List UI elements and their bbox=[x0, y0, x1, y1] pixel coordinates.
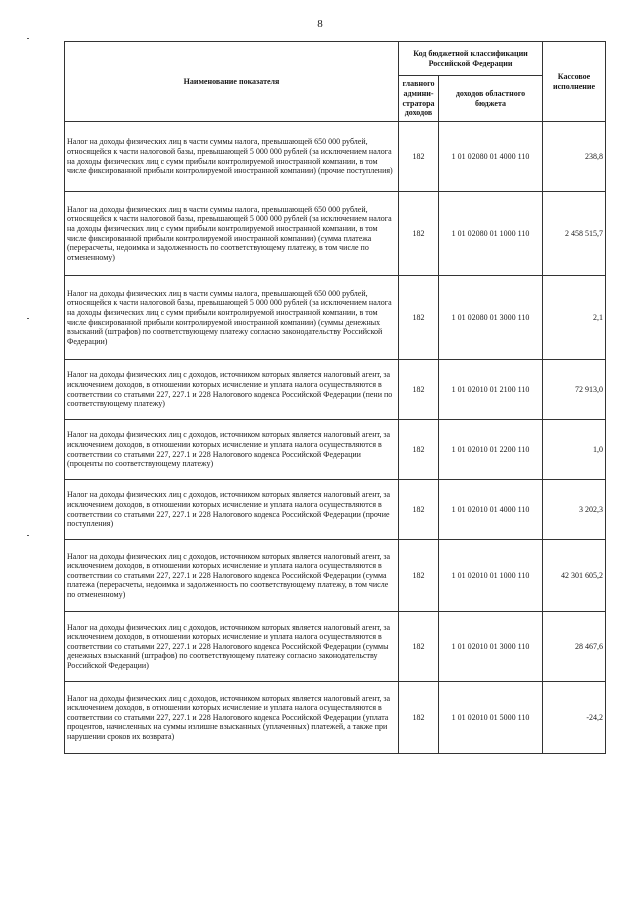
row-budget-code: 1 01 02010 01 3000 110 bbox=[439, 612, 543, 682]
row-budget-code: 1 01 02010 01 2200 110 bbox=[439, 420, 543, 480]
budget-table bbox=[64, 41, 606, 754]
table-row bbox=[65, 612, 606, 682]
row-name: Налог на доходы физических лиц с доходов, источником которых является налоговый агент, за исключением доходов, в отношении которых исчисление и уплата налога осуществляются в соответствии со статьями 227, 227.1 и 228 Налогового кодекса Российской Федерации (проценты по соответствующему платежу) bbox=[65, 420, 399, 480]
table-header bbox=[65, 42, 606, 122]
row-name: Налог на доходы физических лиц с доходов, источником которых является налоговый агент, за исключением доходов, в отношении которых исчисление и уплата налога осуществляются в соответствии со статьями 227, 227.1 и 228 Налогового кодекса Российской Федерации (уплата процентов, начисленных на суммы излишне взысканных (уплаченных) платежей, а также при нарушении сроков их возврата) bbox=[65, 682, 399, 754]
row-name: Налог на доходы физических лиц в части суммы налога, превышающей 650 000 рублей, относящейся к части налоговой базы, превышающей 5 000 000 рублей (за исключением налога на доходы физических лиц с сумм прибыли контролируемой иностранной компании, в том числе фиксированной прибыли контролируемой иностранной компании) (сумма платежа (перерасчеты, недоимка и задолженность по соответствующему платежу, в том числе по отмененному) bbox=[65, 192, 399, 276]
row-admin-code: 182 bbox=[399, 612, 439, 682]
table-row bbox=[65, 360, 606, 420]
row-name: Налог на доходы физических лиц с доходов, источником которых является налоговый агент, за исключением доходов, в отношении которых исчисление и уплата налога осуществляются в соответствии со статьями 227, 227.1 и 228 Налогового кодекса Российской Федерации (прочие поступления) bbox=[65, 480, 399, 540]
row-budget-code: 1 01 02080 01 1000 110 bbox=[439, 192, 543, 276]
row-name: Налог на доходы физических лиц в части суммы налога, превышающей 650 000 рублей, относящейся к части налоговой базы, превышающей 5 000 000 рублей (за исключением налога на доходы физических лиц с сумм прибыли контролируемой иностранной компании, в том числе фиксированной прибыли контролируемой иностранной компании) (прочие поступления) bbox=[65, 122, 399, 192]
table-row bbox=[65, 540, 606, 612]
table-body bbox=[65, 122, 606, 754]
row-budget-code: 1 01 02010 01 4000 110 bbox=[439, 480, 543, 540]
header-code: доходов областного бюджета bbox=[439, 76, 543, 122]
row-budget-code: 1 01 02010 01 2100 110 bbox=[439, 360, 543, 420]
table-row bbox=[65, 122, 606, 192]
row-admin-code: 182 bbox=[399, 480, 439, 540]
row-budget-code: 1 01 02010 01 1000 110 bbox=[439, 540, 543, 612]
row-name: Налог на доходы физических лиц с доходов, источником которых является налоговый агент, за исключением доходов, в отношении которых исчисление и уплата налога осуществляются в соответствии со статьями 227, 227.1 и 228 Налогового кодекса Российской Федерации (пени по соответствующему платежу) bbox=[65, 360, 399, 420]
header-code-group: Код бюджетной классификации Российской Федерации bbox=[399, 42, 543, 76]
row-admin-code: 182 bbox=[399, 192, 439, 276]
row-amount: 42 301 605,2 bbox=[543, 540, 606, 612]
page-number: 8 bbox=[317, 18, 323, 30]
row-admin-code: 182 bbox=[399, 276, 439, 360]
table-row bbox=[65, 420, 606, 480]
row-amount: 2 458 515,7 bbox=[543, 192, 606, 276]
header-name: Наименование показателя bbox=[65, 42, 399, 122]
table-row bbox=[65, 192, 606, 276]
row-budget-code: 1 01 02010 01 5000 110 bbox=[439, 682, 543, 754]
header-amount: Кассовое исполнение bbox=[543, 42, 606, 122]
table-row bbox=[65, 276, 606, 360]
row-name: Налог на доходы физических лиц с доходов, источником которых является налоговый агент, за исключением доходов, в отношении которых исчисление и уплата налога осуществляются в соответствии со статьями 227, 227.1 и 228 Налогового кодекса Российской Федерации (сумма платежа (перерасчеты, недоимка и задолженность по соответствующему платежу, в том числе по отмененному) bbox=[65, 540, 399, 612]
row-admin-code: 182 bbox=[399, 360, 439, 420]
row-amount: 72 913,0 bbox=[543, 360, 606, 420]
row-budget-code: 1 01 02080 01 4000 110 bbox=[439, 122, 543, 192]
row-amount: 2,1 bbox=[543, 276, 606, 360]
row-amount: -24,2 bbox=[543, 682, 606, 754]
row-amount: 3 202,3 bbox=[543, 480, 606, 540]
row-amount: 28 467,6 bbox=[543, 612, 606, 682]
row-amount: 238,8 bbox=[543, 122, 606, 192]
table-row bbox=[65, 682, 606, 754]
row-amount: 1,0 bbox=[543, 420, 606, 480]
row-admin-code: 182 bbox=[399, 540, 439, 612]
row-budget-code: 1 01 02080 01 3000 110 bbox=[439, 276, 543, 360]
table-row bbox=[65, 480, 606, 540]
row-admin-code: 182 bbox=[399, 420, 439, 480]
header-admin: главного админи-стратора доходов bbox=[399, 76, 439, 122]
row-name: Налог на доходы физических лиц с доходов, источником которых является налоговый агент, за исключением доходов, в отношении которых исчисление и уплата налога осуществляются в соответствии со статьями 227, 227.1 и 228 Налогового кодекса Российской Федерации (суммы денежных взысканий (штрафов) по соответствующему платежу согласно законодательству Российской Федерации) bbox=[65, 612, 399, 682]
row-admin-code: 182 bbox=[399, 682, 439, 754]
row-admin-code: 182 bbox=[399, 122, 439, 192]
row-name: Налог на доходы физических лиц в части суммы налога, превышающей 650 000 рублей, относящейся к части налоговой базы, превышающей 5 000 000 рублей (за исключением налога на доходы физических лиц с сумм прибыли контролируемой иностранной компании, в том числе фиксированной прибыли контролируемой иностранной компании) (суммы денежных взысканий (штрафов) по соответствующему платежу согласно законодательству Российской Федерации) bbox=[65, 276, 399, 360]
